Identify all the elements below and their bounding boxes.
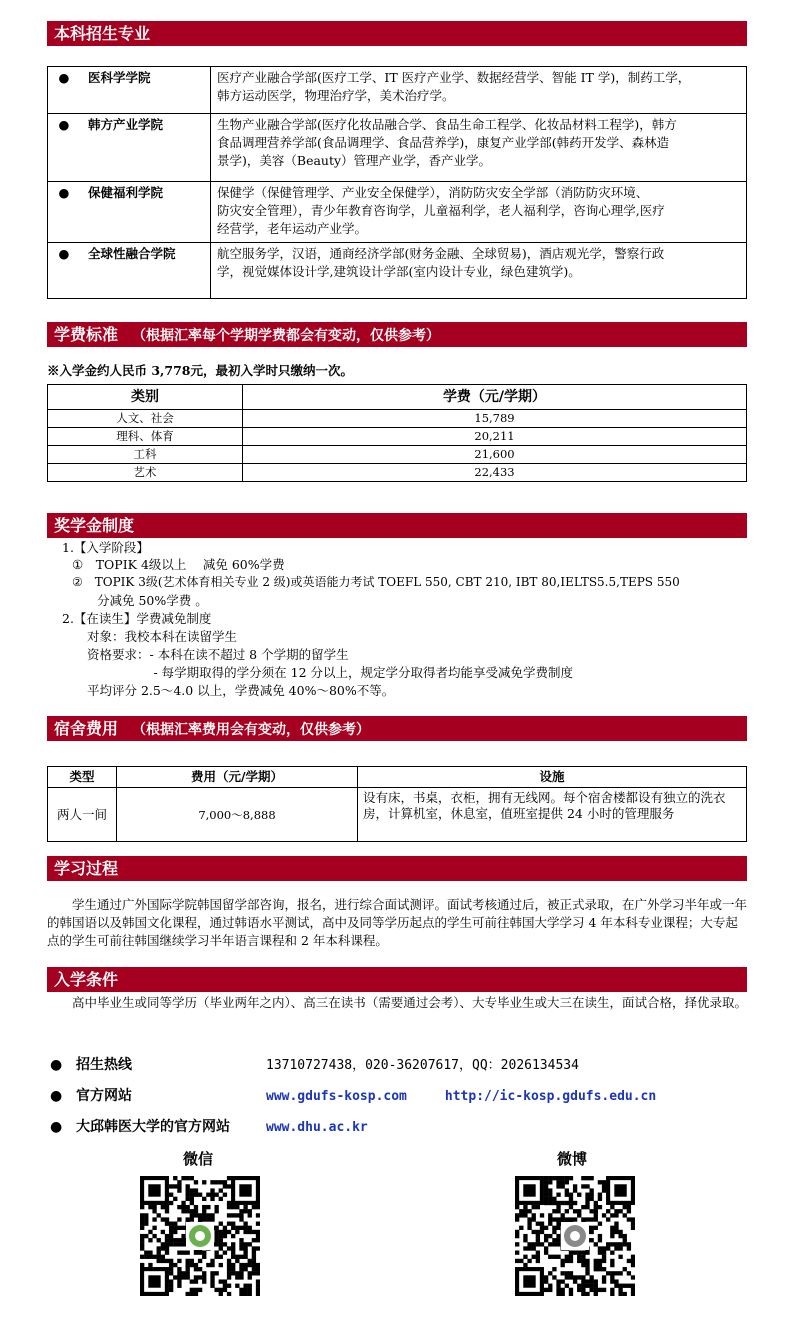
majors-cell: 航空服务学，汉语，通商经济学部(财务金融、全球贸易)，酒店观光学，警察行政 学，视觉媒体设计学,建筑设计学部(室内设计专业，绿色建筑学)。: [211, 243, 747, 299]
scholarship-line: ① TOPIK 4级以上 减免 60%学费: [72, 557, 285, 572]
admission-section-title: 入学条件: [47, 967, 747, 992]
wechat-qr-code: [140, 1176, 260, 1296]
website-row: ● 官方网站 www.gdufs-kosp.com http://ic-kosp.gdufs.edu.cn: [50, 1088, 657, 1104]
weibo-label: 微博: [557, 1150, 588, 1168]
dhu-website-link[interactable]: www.dhu.ac.kr: [266, 1120, 368, 1135]
website-link-2[interactable]: http://ic-kosp.gdufs.edu.cn: [444, 1089, 657, 1104]
scholarship-line: - 每学期取得的学分须在 12 分以上，规定学分取得者均能享受减免学费制度: [62, 665, 574, 680]
scholarship-section-title: 奖学金制度: [47, 513, 747, 538]
majors-table: [47, 66, 747, 299]
fees-header-fee: 学费（元/学期）: [243, 385, 747, 410]
wechat-label: 微信: [183, 1150, 214, 1168]
table-row: [48, 243, 747, 299]
process-text: 学生通过广外国际学院韩国留学部咨询，报名，进行综合面试测评。面试考核通过后，被正式录取，在广外学习半年或一年的韩国语以及韩国文化课程，通过韩语水平测试，高中及同等学历起点的学生可前往韩国大学学习 4 年本科专业课程；大专起点的学生可前往韩国继续学习半年语言课程和 2 年本科课程。: [47, 897, 748, 948]
hotline-row: ● 招生热线 13710727438，020-36207617，QQ：2026134534: [50, 1057, 579, 1073]
deposit-note: ※入学金约人民币 3,778元，最初入学时只缴纳一次。: [47, 363, 353, 378]
website-link-1[interactable]: www.gdufs-kosp.com: [266, 1089, 407, 1104]
dorm-section-title: 宿舍费用 （根据汇率费用会有变动，仅供参考）: [47, 716, 747, 741]
bullet-icon: ●: [58, 70, 70, 85]
majors-cell: 保健学（保健管理学、产业安全保健学），消防防灾安全学部（消防防灾环境、 防灾安全管理），青少年教育咨询学，儿童福利学，老人福利学，咨询心理学,医疗 经营学，老年运动产业学。: [211, 182, 747, 243]
fees-table: [47, 384, 747, 482]
majors-cell: 医疗产业融合学部(医疗工学、IT 医疗产业学、数据经营学、智能 IT 学)，制药工学， 韩方运动医学，物理治疗学，美术治疗学。: [211, 67, 747, 114]
bullet-icon: ●: [50, 1057, 63, 1073]
bullet-icon: ●: [58, 246, 70, 261]
scholarship-line: 对象：我校本科在读留学生: [62, 629, 238, 644]
bullet-icon: ●: [58, 117, 70, 132]
college-cell: ● 医科学学院: [48, 67, 211, 114]
fees-header-category: 类别: [48, 385, 243, 410]
table-row: 两人一间 7,000～8,888 设有床，书桌，衣柜，拥有无线网。每个宿舍楼都设有独立的洗衣房，计算机室，休息室，值班室提供 24 小时的管理服务: [48, 788, 747, 842]
dhu-website-row: ● 大邱韩医大学的官方网站 www.dhu.ac.kr: [50, 1119, 368, 1135]
scholarship-line: 分减免 50%学费 。: [72, 593, 208, 608]
majors-section-title: 本科招生专业: [47, 21, 747, 46]
college-cell: ● 全球性融合学院: [48, 243, 211, 299]
table-row: 艺术 22,433: [48, 464, 747, 482]
dorm-table: 类型 费用（元/学期） 设施 两人一间 7,000～8,888 设有床，书桌，衣柜，拥有无线网。每个宿舍楼都设有独立的洗衣房，计算机室，休息室，值班室提供 24 小时的管理服务: [47, 766, 747, 842]
bullet-icon: ●: [58, 185, 70, 200]
table-row: [48, 67, 747, 114]
process-section-title: 学习过程: [47, 856, 747, 881]
table-row: 工科 21,600: [48, 446, 747, 464]
weibo-qr-code: [515, 1176, 635, 1296]
table-row: [48, 114, 747, 182]
scholarship-line: 2.【在读生】学费减免制度: [62, 611, 212, 626]
bullet-icon: ●: [50, 1088, 63, 1104]
table-row: 理科、体育 20,211: [48, 428, 747, 446]
admission-text: 高中毕业生或同等学历（毕业两年之内）、高三在读书（需要通过会考）、大专毕业生或大三在读生，面试合格，择优录取。: [47, 995, 748, 1010]
scholarship-line: 资格要求：- 本科在读不超过 8 个学期的留学生: [62, 647, 349, 662]
table-row: [48, 182, 747, 243]
table-row: 人文、社会 15,789: [48, 410, 747, 428]
scholarship-line: 1.【入学阶段】: [62, 540, 149, 555]
fees-section-title: 学费标准 （根据汇率每个学期学费都会有变动，仅供参考）: [47, 322, 747, 347]
majors-cell: 生物产业融合学部(医疗化妆品融合学、食品生命工程学、化妆品材料工程学)，韩方 食品调理营养学部(食品调理学、食品营养学)，康复产业学部(韩药开发学、森林造 景学)，美容（Beauty）管理产业学，香产业学。: [211, 114, 747, 182]
bullet-icon: ●: [50, 1119, 63, 1135]
college-cell: ● 保健福利学院: [48, 182, 211, 243]
college-cell: ● 韩方产业学院: [48, 114, 211, 182]
scholarship-line: 平均评分 2.5～4.0 以上，学费减免 40%～80%不等。: [62, 683, 395, 698]
scholarship-line: ② TOPIK 3级(艺术体育相关专业 2 级)或英语能力考试 TOEFL 550, CBT 210, IBT 80,IELTS5.5,TEPS 550: [72, 575, 680, 589]
